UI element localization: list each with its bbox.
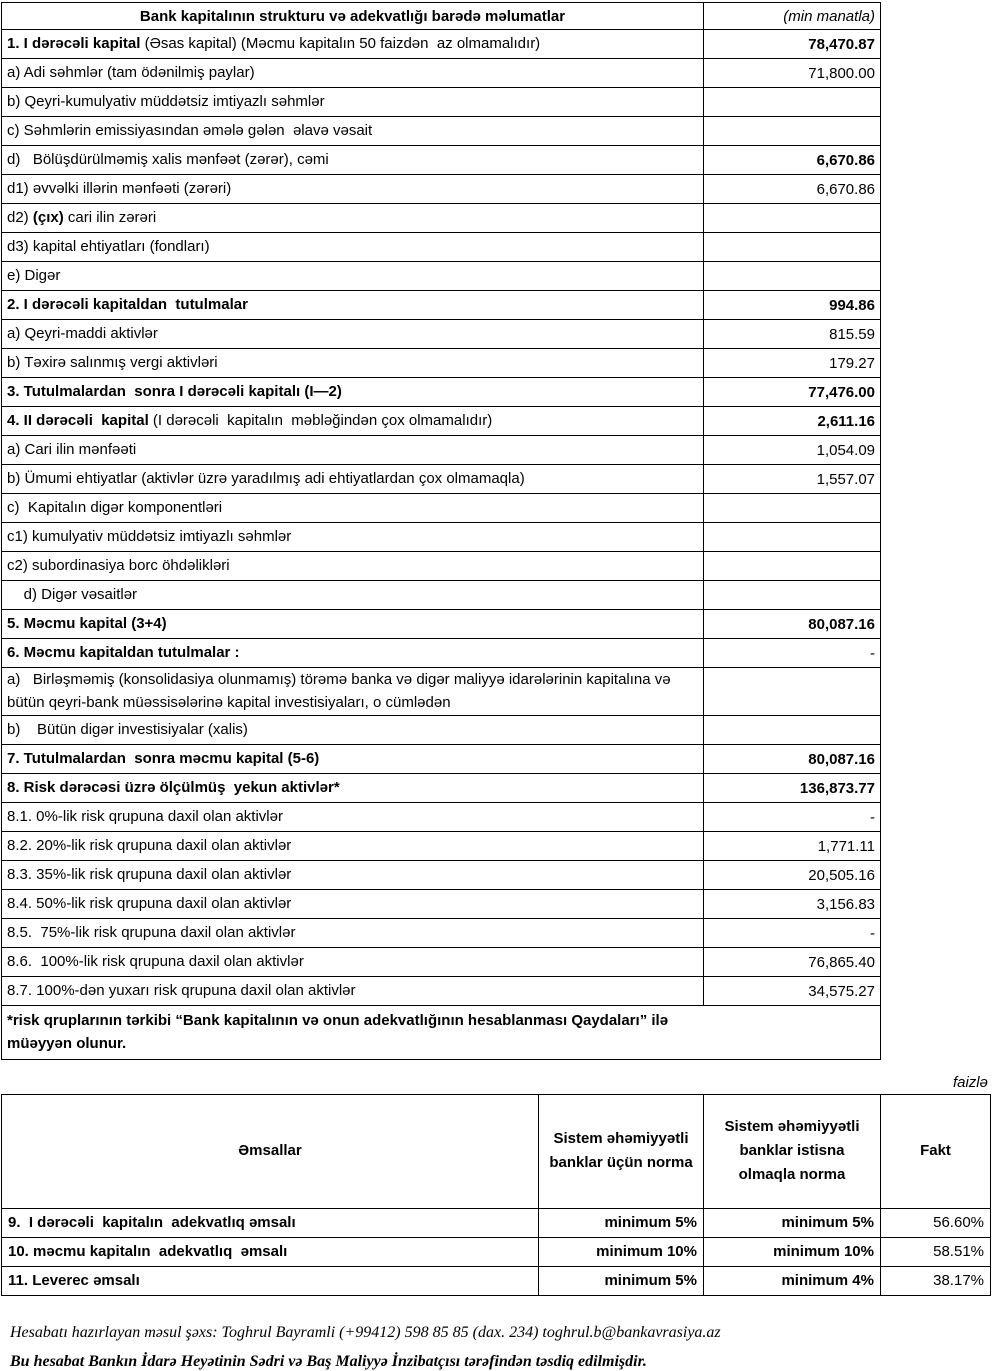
row-label-segment: b) Ümumi ehtiyatlar (aktivlər üzrə yaradılmış adi ehtiyatlardan çox olmamaqla) bbox=[7, 469, 525, 487]
row-label-segment: c2) subordinasiya borc öhdəlikləri bbox=[7, 556, 230, 574]
row-label-segment: d2) bbox=[7, 208, 33, 226]
table-row bbox=[2, 59, 881, 88]
footnote-cell bbox=[2, 1006, 881, 1060]
row-value: 2,611.16 bbox=[704, 407, 881, 436]
row-value bbox=[704, 262, 881, 291]
table-row bbox=[2, 610, 881, 639]
table1-title: Bank kapitalının strukturu və adekvatlığı barədə məlumatlar bbox=[2, 3, 704, 30]
row-label bbox=[2, 175, 704, 204]
row-value: 3,156.83 bbox=[704, 890, 881, 919]
ratios-column-header: Sistem əhəmiyyətli banklar üçün norma bbox=[539, 1094, 704, 1208]
row-label bbox=[2, 59, 704, 88]
row-label-segment: 1. I dərəcəli kapital bbox=[7, 34, 145, 52]
table-row bbox=[2, 890, 881, 919]
ratios-column-header: Sistem əhəmiyyətli banklar istisna olmaqla norma bbox=[704, 1094, 881, 1208]
table-row bbox=[2, 436, 881, 465]
row-value: 1,771.11 bbox=[704, 832, 881, 861]
ratio-fact: 56.60% bbox=[881, 1208, 991, 1237]
table-row bbox=[2, 832, 881, 861]
row-label-segment: (I dərəcəli kapitalın məbləğindən çox olmamalıdır) bbox=[152, 411, 493, 429]
row-label-segment: 4. II dərəcəli kapital bbox=[7, 411, 153, 429]
ratio-row bbox=[2, 1208, 991, 1237]
row-label-segment: c1) kumulyativ müddətsiz imtiyazlı səhmlər bbox=[7, 527, 292, 545]
table-row bbox=[2, 523, 881, 552]
row-label bbox=[2, 581, 704, 610]
table-row bbox=[2, 494, 881, 523]
ratio-norm-non-systemic: minimum 5% bbox=[704, 1208, 881, 1237]
row-value: 78,470.87 bbox=[704, 30, 881, 59]
row-label-segment: 8.1. 0%-lik risk qrupuna daxil olan aktivlər bbox=[7, 807, 283, 825]
row-label-segment: d1) əvvəlki illərin mənfəəti (zərəri) bbox=[7, 179, 232, 197]
row-label-segment: a) Qeyri-maddi aktivlər bbox=[7, 324, 158, 342]
table-row bbox=[2, 407, 881, 436]
row-label bbox=[2, 774, 704, 803]
row-label-segment: 8.5. 75%-lik risk qrupuna daxil olan aktivlər bbox=[7, 923, 296, 941]
ratio-row bbox=[2, 1237, 991, 1266]
row-label-segment: b) Təxirə salınmış vergi aktivləri bbox=[7, 353, 218, 371]
row-label bbox=[2, 552, 704, 581]
row-label-segment: 5. Məcmu kapital (3+4) bbox=[7, 614, 167, 632]
table-row bbox=[2, 88, 881, 117]
row-label bbox=[2, 890, 704, 919]
row-label-segment: cari ilin zərəri bbox=[63, 208, 157, 226]
row-value: 1,054.09 bbox=[704, 436, 881, 465]
row-value: 6,670.86 bbox=[704, 146, 881, 175]
table-row bbox=[2, 552, 881, 581]
row-label-segment: b) Bütün digər investisiyalar (xalis) bbox=[7, 720, 248, 738]
capital-structure-table bbox=[1, 2, 881, 1060]
ratio-norm-systemic: minimum 10% bbox=[539, 1237, 704, 1266]
table-row bbox=[2, 378, 881, 407]
row-value bbox=[704, 668, 881, 716]
table-row bbox=[2, 117, 881, 146]
row-label bbox=[2, 832, 704, 861]
table-row bbox=[2, 175, 881, 204]
row-label bbox=[2, 436, 704, 465]
row-label bbox=[2, 320, 704, 349]
row-label-segment: (Əsas kapital) (Məcmu kapitalın 50 faizdən az olmamalıdır) bbox=[144, 34, 541, 52]
row-label-segment: c) Kapitalın digər komponentləri bbox=[7, 498, 223, 516]
row-value: 71,800.00 bbox=[704, 59, 881, 88]
row-label-segment: (çıx) bbox=[32, 208, 64, 226]
report-footer bbox=[1, 1324, 1000, 1371]
table-row bbox=[2, 204, 881, 233]
row-label bbox=[2, 117, 704, 146]
ratio-norm-systemic: minimum 5% bbox=[539, 1266, 704, 1295]
row-value bbox=[704, 716, 881, 745]
row-label-segment: 8.7. 100%-dən yuxarı risk qrupuna daxil olan aktivlər bbox=[7, 981, 356, 999]
row-label-segment: a) Cari ilin mənfəəti bbox=[7, 440, 137, 458]
ratio-norm-systemic: minimum 5% bbox=[539, 1208, 704, 1237]
ratios-table bbox=[1, 1094, 991, 1296]
row-label-segment: 8.4. 50%-lik risk qrupuna daxil olan aktivlər bbox=[7, 894, 292, 912]
ratio-norm-non-systemic: minimum 10% bbox=[704, 1237, 881, 1266]
table1-footnote: *risk qruplarının tərkibi “Bank kapitalının və onun adekvatlığının hesablanması Qaydaları” ilə müəyyən olunur. bbox=[7, 1012, 669, 1053]
table-row bbox=[2, 349, 881, 378]
table-row bbox=[2, 465, 881, 494]
ratios-column-header: Fakt bbox=[881, 1094, 991, 1208]
row-value: - bbox=[704, 639, 881, 668]
row-label bbox=[2, 262, 704, 291]
row-value: 80,087.16 bbox=[704, 610, 881, 639]
ratio-label: 11. Leverec əmsalı bbox=[2, 1266, 539, 1295]
row-value bbox=[704, 552, 881, 581]
row-label-segment: 7. Tutulmalardan sonra məcmu kapital (5-6) bbox=[7, 749, 320, 767]
ratio-norm-non-systemic: minimum 4% bbox=[704, 1266, 881, 1295]
row-label bbox=[2, 803, 704, 832]
row-value bbox=[704, 88, 881, 117]
approval-line: Bu hesabat Bankın İdarə Heyətinin Sədri və Baş Maliyyə İnzibatçısı tərəfindən təsdiq edilmişdir. bbox=[10, 1352, 647, 1370]
ratio-label: 10. məcmu kapitalın adekvatlıq əmsalı bbox=[2, 1237, 539, 1266]
ratio-row bbox=[2, 1266, 991, 1295]
table-row bbox=[2, 861, 881, 890]
row-value: 994.86 bbox=[704, 291, 881, 320]
row-value: 20,505.16 bbox=[704, 861, 881, 890]
row-value bbox=[704, 204, 881, 233]
row-value: 6,670.86 bbox=[704, 175, 881, 204]
table-row bbox=[2, 1006, 881, 1060]
table-row bbox=[2, 668, 881, 716]
row-label bbox=[2, 146, 704, 175]
row-value: 80,087.16 bbox=[704, 745, 881, 774]
table-row bbox=[2, 977, 881, 1006]
row-label bbox=[2, 465, 704, 494]
table-row bbox=[2, 233, 881, 262]
row-value: - bbox=[704, 803, 881, 832]
row-label-segment: a) Adi səhmlər (tam ödənilmiş paylar) bbox=[7, 63, 255, 81]
row-label bbox=[2, 668, 704, 716]
row-label bbox=[2, 233, 704, 262]
table-row bbox=[2, 745, 881, 774]
row-value: 34,575.27 bbox=[704, 977, 881, 1006]
row-label-segment: 2. I dərəcəli kapitaldan tutulmalar bbox=[7, 295, 248, 313]
row-label bbox=[2, 977, 704, 1006]
row-label bbox=[2, 30, 704, 59]
row-label-segment: c) Səhmlərin emissiyasından əmələ gələn əlavə vəsait bbox=[7, 121, 373, 139]
table-row bbox=[2, 639, 881, 668]
ratio-label: 9. I dərəcəli kapitalın adekvatlıq əmsalı bbox=[2, 1208, 539, 1237]
table-row bbox=[2, 291, 881, 320]
table-row bbox=[2, 948, 881, 977]
row-label-segment: 8.2. 20%-lik risk qrupuna daxil olan aktivlər bbox=[7, 836, 292, 854]
prepared-by-line: Hesabatı hazırlayan məsul şəxs: Toghrul Bayramli (+99412) 598 85 85 (dax. 234) toghrul.b@bankavrasiya.az bbox=[10, 1323, 721, 1341]
row-label bbox=[2, 745, 704, 774]
row-label-segment: 8.3. 35%-lik risk qrupuna daxil olan aktivlər bbox=[7, 865, 292, 883]
table-row bbox=[2, 146, 881, 175]
percent-unit-label: faizlə bbox=[952, 1073, 988, 1091]
row-label-segment: d) Bölüşdürülməmiş xalis mənfəət (zərər), cəmi bbox=[7, 150, 329, 168]
row-label-segment: 6. Məcmu kapitaldan tutulmalar : bbox=[7, 643, 240, 661]
row-label bbox=[2, 494, 704, 523]
row-label-segment: d) Digər vəsaitlər bbox=[7, 585, 138, 603]
table1-unit-label: (min manatla) bbox=[704, 3, 881, 30]
row-label-segment: 8. Risk dərəcəsi üzrə ölçülmüş yekun aktivlər* bbox=[7, 778, 340, 796]
table-row bbox=[2, 774, 881, 803]
row-label bbox=[2, 948, 704, 977]
row-label bbox=[2, 88, 704, 117]
table-row bbox=[2, 581, 881, 610]
ratios-header-row bbox=[2, 1094, 991, 1208]
row-label bbox=[2, 349, 704, 378]
row-value bbox=[704, 494, 881, 523]
row-value bbox=[704, 523, 881, 552]
row-label bbox=[2, 610, 704, 639]
row-label bbox=[2, 861, 704, 890]
row-value: 815.59 bbox=[704, 320, 881, 349]
row-label-segment: 8.6. 100%-lik risk qrupuna daxil olan aktivlər bbox=[7, 952, 304, 970]
row-label bbox=[2, 716, 704, 745]
table-row bbox=[2, 716, 881, 745]
row-label-segment: d3) kapital ehtiyatları (fondları) bbox=[7, 237, 210, 255]
row-label bbox=[2, 407, 704, 436]
ratio-fact: 58.51% bbox=[881, 1237, 991, 1266]
row-label bbox=[2, 523, 704, 552]
row-label bbox=[2, 919, 704, 948]
row-value bbox=[704, 581, 881, 610]
row-value bbox=[704, 233, 881, 262]
table-row bbox=[2, 262, 881, 291]
row-value: 1,557.07 bbox=[704, 465, 881, 494]
row-label-segment: b) Qeyri-kumulyativ müddətsiz imtiyazlı səhmlər bbox=[7, 92, 325, 110]
row-label-segment: a) Birləşməmiş (konsolidasiya olunmamış) törəmə banka və digər maliyyə idarələrinin kapitalına və bütün qeyri-bank müəssisələrinə kapital investisiyaları, o cümlədən bbox=[7, 671, 675, 711]
row-label bbox=[2, 639, 704, 668]
ratio-fact: 38.17% bbox=[881, 1266, 991, 1295]
table-row bbox=[2, 919, 881, 948]
row-value: 179.27 bbox=[704, 349, 881, 378]
row-label bbox=[2, 291, 704, 320]
row-value: 77,476.00 bbox=[704, 378, 881, 407]
row-value: 136,873.77 bbox=[704, 774, 881, 803]
row-value bbox=[704, 117, 881, 146]
row-label-segment: 3. Tutulmalardan sonra I dərəcəli kapitalı (I—2) bbox=[7, 382, 342, 400]
ratios-column-header: Əmsallar bbox=[2, 1094, 539, 1208]
row-label bbox=[2, 204, 704, 233]
table-row bbox=[2, 320, 881, 349]
table1-header-row bbox=[2, 3, 881, 30]
row-label-segment: e) Digər bbox=[7, 266, 61, 284]
row-label bbox=[2, 378, 704, 407]
table-row bbox=[2, 30, 881, 59]
row-value: 76,865.40 bbox=[704, 948, 881, 977]
row-value: - bbox=[704, 919, 881, 948]
table-row bbox=[2, 803, 881, 832]
